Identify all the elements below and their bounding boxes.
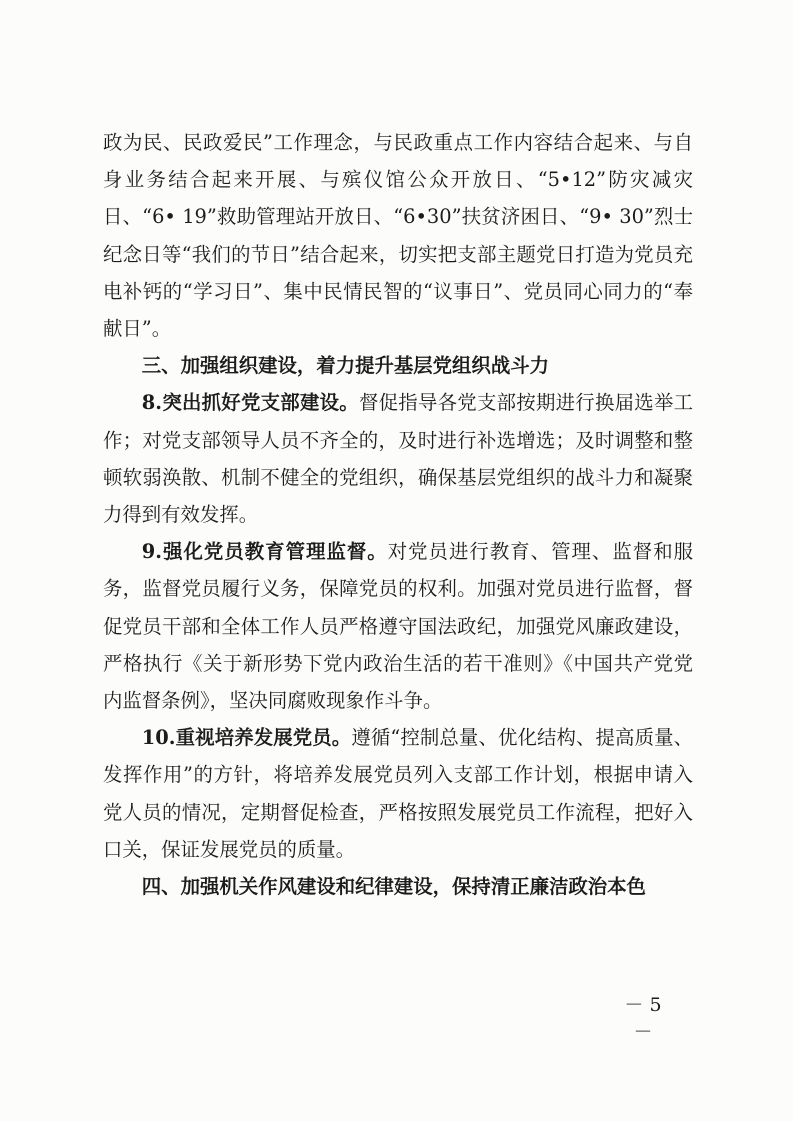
page-number: － 5 － <box>624 994 662 1043</box>
item-10-lead: 10.重视培养发展党员。 <box>141 726 352 750</box>
section-heading-3: 三、加强组织建设，着力提升基层党组织战斗力 <box>141 354 549 378</box>
item-8-text: 督促指导各党支部按期进行换届选举工作；对党支部领导人员不齐全的，及时进行补选增选；及时调整和整顿软弱涣散、机制不健全的党组织，确保基层党组织的战斗力和凝聚力得到有效发挥。 <box>103 391 693 527</box>
item-9-paragraph <box>103 533 693 719</box>
item-10-text: 遵循“控制总量、优化结构、提高质量、发挥作用”的方针，将培养发展党员列入支部工作计划，根据申请入党人员的情况，定期督促检查，严格按照发展党员工作流程，把好入口关，保证发展党员的质量。 <box>103 726 694 861</box>
section-heading-4: 四、加强机关作风建设和纪律建设，保持清正廉洁政治本色 <box>141 875 646 899</box>
item-8-lead: 8.突出抓好党支部建设。 <box>141 391 359 415</box>
page-content <box>103 124 693 905</box>
item-9-lead: 9.强化党员教育管理监督。 <box>141 540 388 564</box>
item-10-paragraph <box>103 719 693 868</box>
paragraph-continuation: 政为民、民政爱民”工作理念，与民政重点工作内容结合起来、与自身业务结合起来开展、与殡仪馆公众开放日、“5•12”防灾减灾日、“6• 19”救助管理站开放日、“6•30”扶贫济困日、“9• 30”烈士纪念日等“我们的节日”结合起来，切实把支部主题党日打造为党员充电补钙的“学习日”、集中民情民智的“议事日”、党员同心同力的“奉献日”。 <box>103 131 693 341</box>
item-8-paragraph <box>103 384 693 533</box>
item-9-text: 对党员进行教育、管理、监督和服务，监督党员履行义务，保障党员的权利。加强对党员进行监督，督促党员干部和全体工作人员严格遵守国法政纪，加强党风廉政建设，严格执行《关于新形势下党内政治生活的若干准则》《中国共产党党内监督条例》，坚决同腐败现象作斗争。 <box>103 540 694 713</box>
